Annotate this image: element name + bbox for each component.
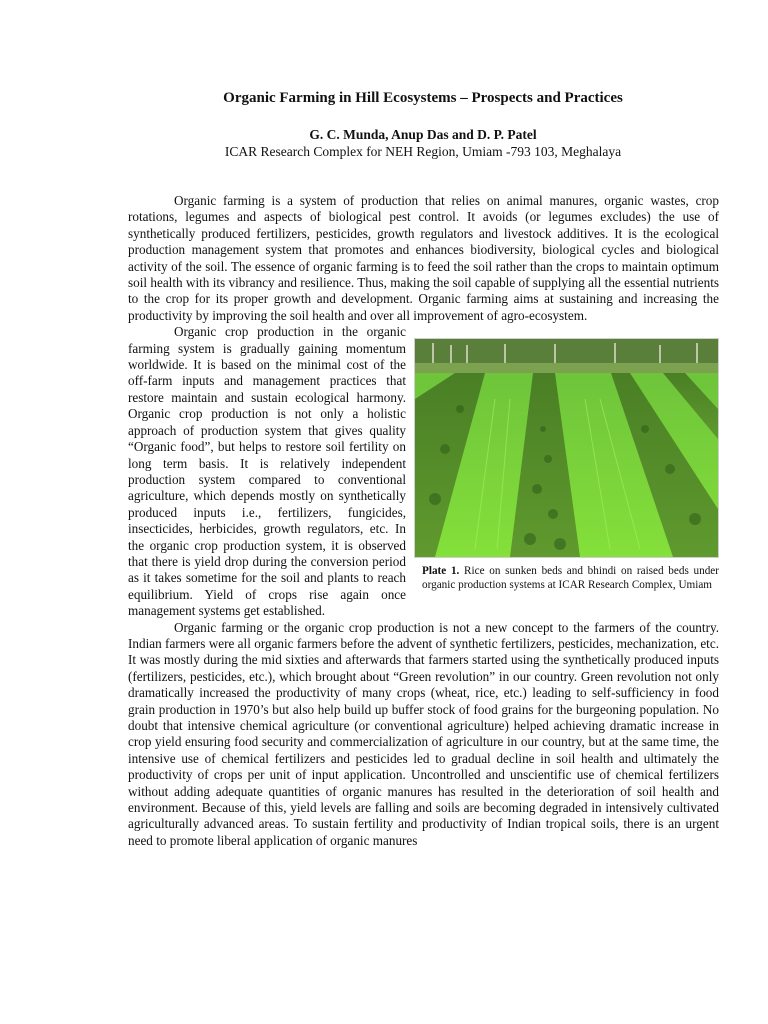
caption-lead: Plate 1. [422,565,460,578]
paper-affiliation: ICAR Research Complex for NEH Region, Umiam -793 103, Meghalaya [224,144,622,159]
caption-text: Rice on sunken beds and bhindi on raised beds under organic production systems at ICAR Research Complex, Umiam [422,565,720,592]
paper-title: Organic Farming in Hill Ecosystems – Prospects and Practices [223,90,623,106]
paragraph-1: Organic farming is a system of production that relies on animal manures, organic wastes, crop rotations, legumes and aspects of biological pest control. It avoids (or legumes excludes) the use of synthetically produced fertilizers, pesticides, growth regulators and livestock additives. It is the ecological production management system that promotes and enhances biodiversity, biological cycles and biological activity of the soil. The essence of organic farming is to feed the soil rather than the crops to maintain optimum soil health with its vibrancy and resilience. Thus, making the soil capable of supplying all the essential nutrients to the crop for its proper growth and development. Organic farming aims at sustaining and increasing the productivity by improving the soil health and over all improvement of agro-ecosystem. [128,193,719,323]
paragraph-2: Organic crop production in the organic farming system is gradually gaining momentum worldwide. It is based on the minimal cost of the off-farm inputs and management practices that restore maintain and sustain ecological harmony. Organic crop production is not only a holistic approach of production system that gives quality “Organic food”, but helps to restore soil fertility on long term basis. It is relatively independent production system compared to conventional agriculture, which depends mostly on synthetically produced inputs i.e., fertilizers, fungicides, insecticides, herbicides, growth regulators, etc. In the organic crop production system, it is observed that there is yield drop during the conversion period as it takes sometime for the soil and plants to reach equilibrium. Yield of crops rise again once management systems get established. [128,324,406,619]
paragraph-3: Organic farming or the organic crop production is not a new concept to the farmers of the country. Indian farmers were all organic farmers before the advent of synthetic fertilizers, pesticides, mechanization, etc. It was mostly during the mid sixties and afterwards that farmers started using the synthetically produced inputs (fertilizers, pesticides, etc.), which brought about “Green revolution” in our country. Green revolution not only dramatically increased the productivity of many crops (wheat, rice, etc.) leading to self-sufficiency in food grain production in 1970’s but also help build up buffer stock of food grains for the burgeoning population. No doubt that intensive chemical agriculture (or conventional agriculture) helped achieving dramatic increase in crop yield ensuring food security and commercialization of agriculture in our country, but at the same time, the intensive use of chemical fertilizers and pesticides led to gradual decline in soil health and ultimately the productivity of crops per unit of input application. Uncontrolled and unscientific use of chemical fertilizers without adding adequate quantities of organic manures has resulted in the deterioration of soil health and environment. Because of this, yield levels are falling and soils are becoming degraded in intensively cultivated agriculturally advanced areas. To sustain fertility and productivity of Indian tropical soils, there is an urgent need to promote liberal application of organic manures [128,619,719,848]
figure-plate-1 [414,338,719,596]
rice-field-photo [414,338,719,558]
figure-caption [422,564,719,592]
body-text [128,193,719,849]
paper-authors: G. C. Munda, Anup Das and D. P. Patel [309,127,537,142]
